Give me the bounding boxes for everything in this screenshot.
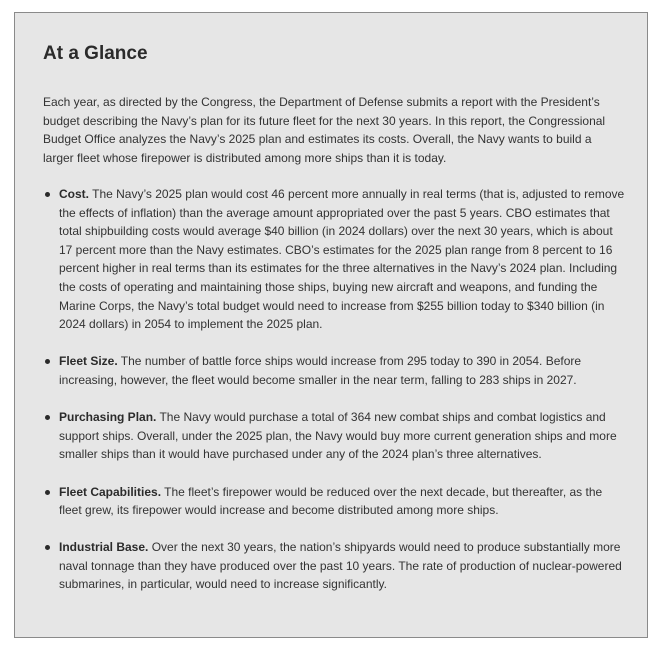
panel-title: At a Glance — [43, 43, 148, 64]
bullet-cost — [43, 185, 625, 334]
bullet-text: The Navy’s 2025 plan would cost 46 percent more annually in real terms (that is, adjusted to remove the effects of inflation) than the average amount appropriated over the past 5 years. CBO estimates that total shipbuilding costs would average $40 billion (in 2024 dollars) over the next 30 years, which is about 17 percent more than the Navy estimates. CBO’s estimates for the 2025 plan range from 8 percent to 16 percent higher in real terms than its estimates for the three alternatives in the Navy’s 2024 plan. Including the costs of operating and maintaining those ships, buying new aircraft and weapons, and funding the Marine Corps, the Navy’s total budget would need to increase from $255 billion today to $340 billion (in 2024 dollars) in 2054 to implement the 2025 plan. — [59, 187, 625, 332]
bullet-term: Cost. — [59, 187, 89, 201]
bullet-text: The fleet’s firepower would be reduced over the next decade, but thereafter, as the fleet grew, its firepower would increase and become distributed among more ships. — [59, 484, 603, 518]
bullet-term: Purchasing Plan. — [59, 410, 157, 425]
bullet-text: The number of battle force ships would increase from 295 today to 390 in 2054. Before increasing, however, the fleet would become smaller in the near term, falling to 283 ships in 2027. — [59, 354, 582, 387]
bullet-fleet-size — [43, 352, 625, 389]
bullet-text: The Navy would purchase a total of 364 new combat ships and combat logistics and support ships. Overall, under the 2025 plan, the Navy would buy more current generation ships and more smaller ships than it would have purchased under any of the 2024 plan’s three alternatives. — [59, 410, 617, 462]
bullet-term: Industrial Base. — [59, 540, 149, 555]
intro-paragraph: Each year, as directed by the Congress, the Department of Defense submits a report with the President’s budget describing the Navy’s plan for its future fleet for the next 30 years. In this report, the Congressional Budget Office analyzes the Navy’s 2025 plan and estimates its costs. Overall, the Navy wants to build a larger fleet whose firepower is distributed among more ships than it is today. — [43, 95, 606, 165]
bullet-purchasing-plan — [43, 408, 625, 464]
bullet-term: Fleet Size. — [59, 354, 118, 369]
bullet-term: Fleet Capabilities. — [59, 484, 162, 499]
bullet-industrial-base — [43, 538, 625, 594]
at-a-glance-panel — [14, 12, 648, 638]
bullet-fleet-capabilities — [43, 483, 625, 520]
key-points-list — [43, 185, 625, 613]
bullet-text: Over the next 30 years, the nation’s shipyards would need to produce substantially more naval tonnage than they have produced over the past 10 years. The rate of production of nuclear-powered submarines, in particular, would need to increase significantly. — [59, 540, 622, 592]
